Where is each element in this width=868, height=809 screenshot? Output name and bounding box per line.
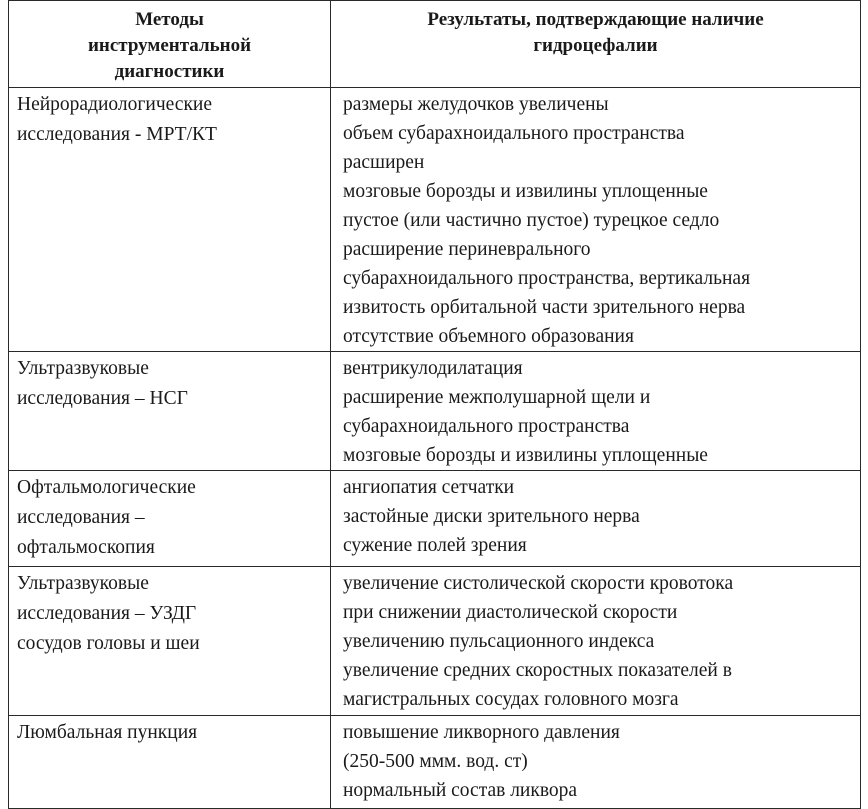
header-text: инструментальной	[87, 35, 252, 56]
table-row	[9, 471, 861, 567]
result-text: мозговые борозды и извилины уплощенные	[343, 445, 708, 466]
table-row	[9, 88, 861, 352]
method-cell	[9, 716, 331, 809]
result-text: увеличение систолической скорости кровотока	[343, 573, 734, 594]
result-text: извитость орбитальной части зрительного нерва	[343, 297, 746, 318]
method-text: Ультразвуковые	[17, 573, 149, 594]
method-text: исследования – УЗДГ	[17, 603, 197, 624]
method-cell	[9, 567, 331, 716]
results-cell	[331, 716, 861, 809]
result-text: (250-500 ммм. вод. ст)	[343, 751, 528, 772]
results-cell	[331, 471, 861, 567]
method-text: Люмбальная пункция	[17, 722, 198, 743]
result-text: отсутствие объемного образования	[343, 326, 634, 347]
result-text: повышение ликворного давления	[343, 722, 620, 743]
result-text: объем субарахноидального пространства	[343, 123, 685, 144]
method-text: сосудов головы и шеи	[17, 633, 200, 654]
result-text: магистральных сосудах головного мозга	[343, 689, 679, 710]
result-text: нормальный состав ликвора	[343, 780, 578, 801]
method-text: офтальмоскопия	[17, 537, 155, 558]
result-text: вентрикулодилатация	[343, 358, 523, 379]
header-text: гидроцефалии	[533, 35, 658, 56]
result-text: увеличению пульсационного индекса	[343, 631, 655, 652]
result-text: пустое (или частично пустое) турецкое седло	[343, 210, 720, 231]
results-cell	[331, 352, 861, 471]
header-text: Методы	[135, 9, 204, 30]
method-text: исследования –	[17, 507, 145, 528]
result-text: субарахноидального пространства	[343, 416, 630, 437]
table-row	[9, 716, 861, 809]
method-cell	[9, 88, 331, 352]
result-text: расширен	[343, 152, 425, 173]
header-text: диагностики	[114, 61, 225, 82]
method-cell	[9, 471, 331, 567]
results-cell	[331, 88, 861, 352]
header-text: Результаты, подтверждающие наличие	[427, 9, 764, 30]
method-text: Нейрорадиологические	[17, 94, 213, 115]
method-cell	[9, 352, 331, 471]
result-text: субарахноидального пространства, вертикальная	[343, 268, 751, 289]
table-row	[9, 352, 861, 471]
method-text: Офтальмологические	[17, 477, 196, 498]
header-methods	[9, 1, 331, 88]
result-text: размеры желудочков увеличены	[343, 94, 609, 115]
result-text: увеличение средних скоростных показателей в	[343, 660, 732, 681]
result-text: ангиопатия сетчатки	[343, 477, 515, 498]
result-text: сужение полей зрения	[343, 535, 527, 556]
result-text: застойные диски зрительного нерва	[343, 506, 640, 527]
results-cell	[331, 567, 861, 716]
table-header-row	[9, 1, 861, 88]
result-text: мозговые борозды и извилины уплощенные	[343, 181, 708, 202]
table-row	[9, 567, 861, 716]
result-text: при снижении диастолической скорости	[343, 602, 678, 623]
result-text: расширение межполушарной щели и	[343, 387, 651, 408]
method-text: исследования – НСГ	[17, 388, 188, 409]
diagnostics-table	[8, 0, 861, 809]
method-text: Ультразвуковые	[17, 358, 149, 379]
result-text: расширение периневрального	[343, 239, 591, 260]
header-results	[331, 1, 861, 88]
method-text: исследования - МРТ/КТ	[17, 124, 217, 145]
